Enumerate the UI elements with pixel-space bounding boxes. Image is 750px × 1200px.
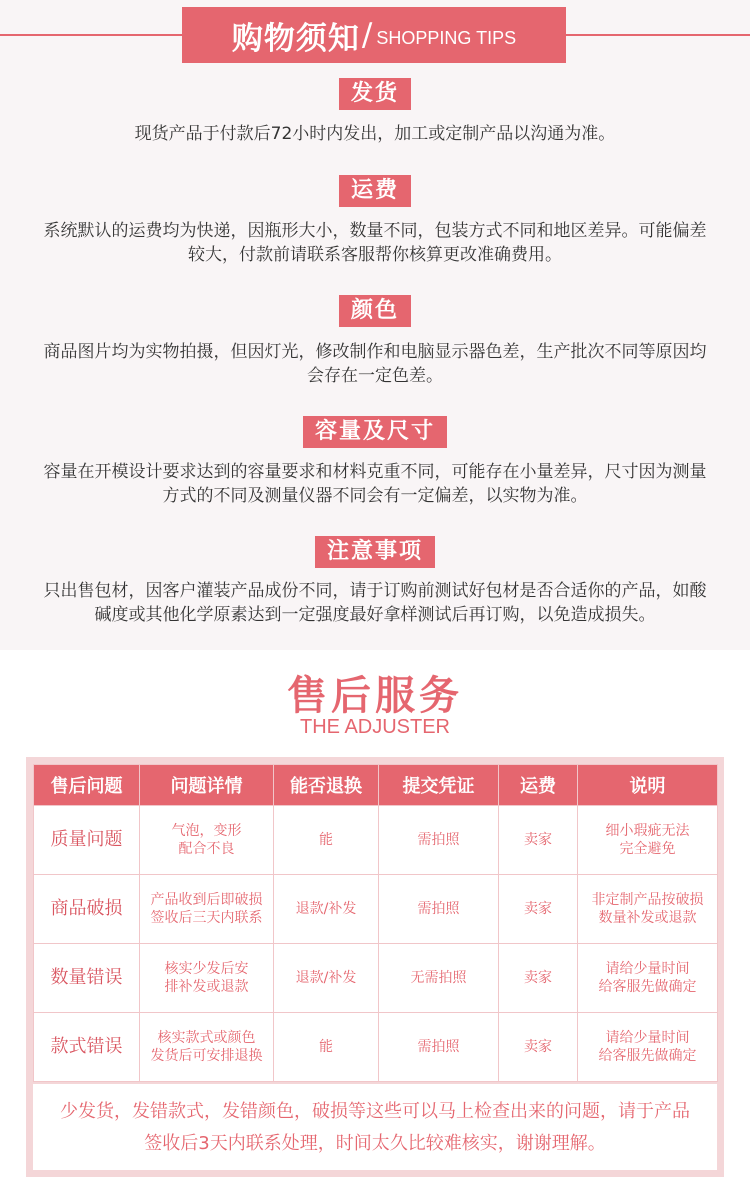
table-cell: 产品收到后即破损 签收后三天内联系	[140, 875, 274, 944]
text-color: 商品图片均为实物拍摄，但因灯光，修改制作和电脑显示器色差，生产批次不同等原因均会存在一定色差。	[43, 342, 707, 386]
header-cell: 提交凭证	[379, 765, 499, 806]
label-notice: 注意事项	[315, 536, 435, 568]
header-cell: 问题详情	[140, 765, 274, 806]
table-cell: 退款/补发	[274, 875, 379, 944]
table-cell: 需拍照	[379, 1013, 499, 1082]
text-notice: 只出售包材，因客户灌装产品成份不同，请于订购前测试好包材是否合适你的产品，如酸碱度或其他化学原素达到一定强度最好拿样测试后再订购，以免造成损失。	[43, 581, 707, 625]
text-capacity: 容量在开模设计要求达到的容量要求和材料克重不同，可能存在小量差异，尺寸因为测量方式的不同及测量仪器不同会有一定偏差，以实物为准。	[43, 462, 707, 506]
header-title-cn: 购物须知	[231, 20, 360, 57]
table-row	[34, 806, 718, 875]
table-cell: 卖家	[499, 875, 578, 944]
table-cell: 卖家	[499, 1013, 578, 1082]
shopping-tips-header	[182, 7, 566, 63]
header-cell: 售后问题	[34, 765, 140, 806]
table-header-row	[34, 765, 718, 806]
table-cell: 能	[274, 1013, 379, 1082]
table-cell: 需拍照	[379, 806, 499, 875]
text-freight: 系统默认的运费均为快递，因瓶形大小，数量不同，包装方式不同和地区差异。可能偏差较大，付款前请联系客服帮你核算更改准确费用。	[43, 221, 707, 265]
issue-type-cell: 质量问题	[34, 806, 140, 875]
table-row	[34, 1013, 718, 1082]
table-cell: 核实少发后安 排补发或退款	[140, 944, 274, 1013]
label-shipping: 发货	[339, 78, 411, 110]
issue-type-cell: 数量错误	[34, 944, 140, 1013]
table-cell: 卖家	[499, 944, 578, 1013]
header-line-left	[0, 34, 182, 36]
table-cell: 请给少量时间 给客服先做确定	[578, 1013, 718, 1082]
table-cell: 非定制产品按破损 数量补发或退款	[578, 875, 718, 944]
header-line-right	[566, 34, 750, 36]
after-sales-title: 售后服务	[287, 673, 463, 719]
table-cell: 请给少量时间 给客服先做确定	[578, 944, 718, 1013]
table-cell: 气泡，变形 配合不良	[140, 806, 274, 875]
header-title-en: SHOPPING TIPS	[376, 27, 517, 48]
label-freight: 运费	[339, 175, 411, 207]
after-sales-subtitle: THE ADJUSTER	[299, 716, 451, 738]
table-row	[34, 944, 718, 1013]
table-cell: 核实款式或颜色 发货后可安排退换	[140, 1013, 274, 1082]
header-cell: 说明	[578, 765, 718, 806]
text-shipping: 现货产品于付款后72小时内发出，加工或定制产品以沟通为准。	[134, 124, 616, 144]
table-cell: 退款/补发	[274, 944, 379, 1013]
after-sales-table	[33, 764, 718, 1082]
table-cell: 细小瑕疵无法 完全避免	[578, 806, 718, 875]
issue-type-cell: 款式错误	[34, 1013, 140, 1082]
label-capacity: 容量及尺寸	[303, 416, 447, 448]
table-cell: 能	[274, 806, 379, 875]
after-sales-note: 少发货，发错款式，发错颜色，破损等这些可以马上检查出来的问题，请于产品签收后3天内联系处理，时间太久比较难核实，谢谢理解。	[33, 1084, 717, 1170]
label-color: 颜色	[339, 295, 411, 327]
header-separator: /	[361, 17, 373, 53]
table-cell: 无需拍照	[379, 944, 499, 1013]
table-cell: 卖家	[499, 806, 578, 875]
table-row	[34, 875, 718, 944]
header-cell: 运费	[499, 765, 578, 806]
header-cell: 能否退换	[274, 765, 379, 806]
issue-type-cell: 商品破损	[34, 875, 140, 944]
table-cell: 需拍照	[379, 875, 499, 944]
